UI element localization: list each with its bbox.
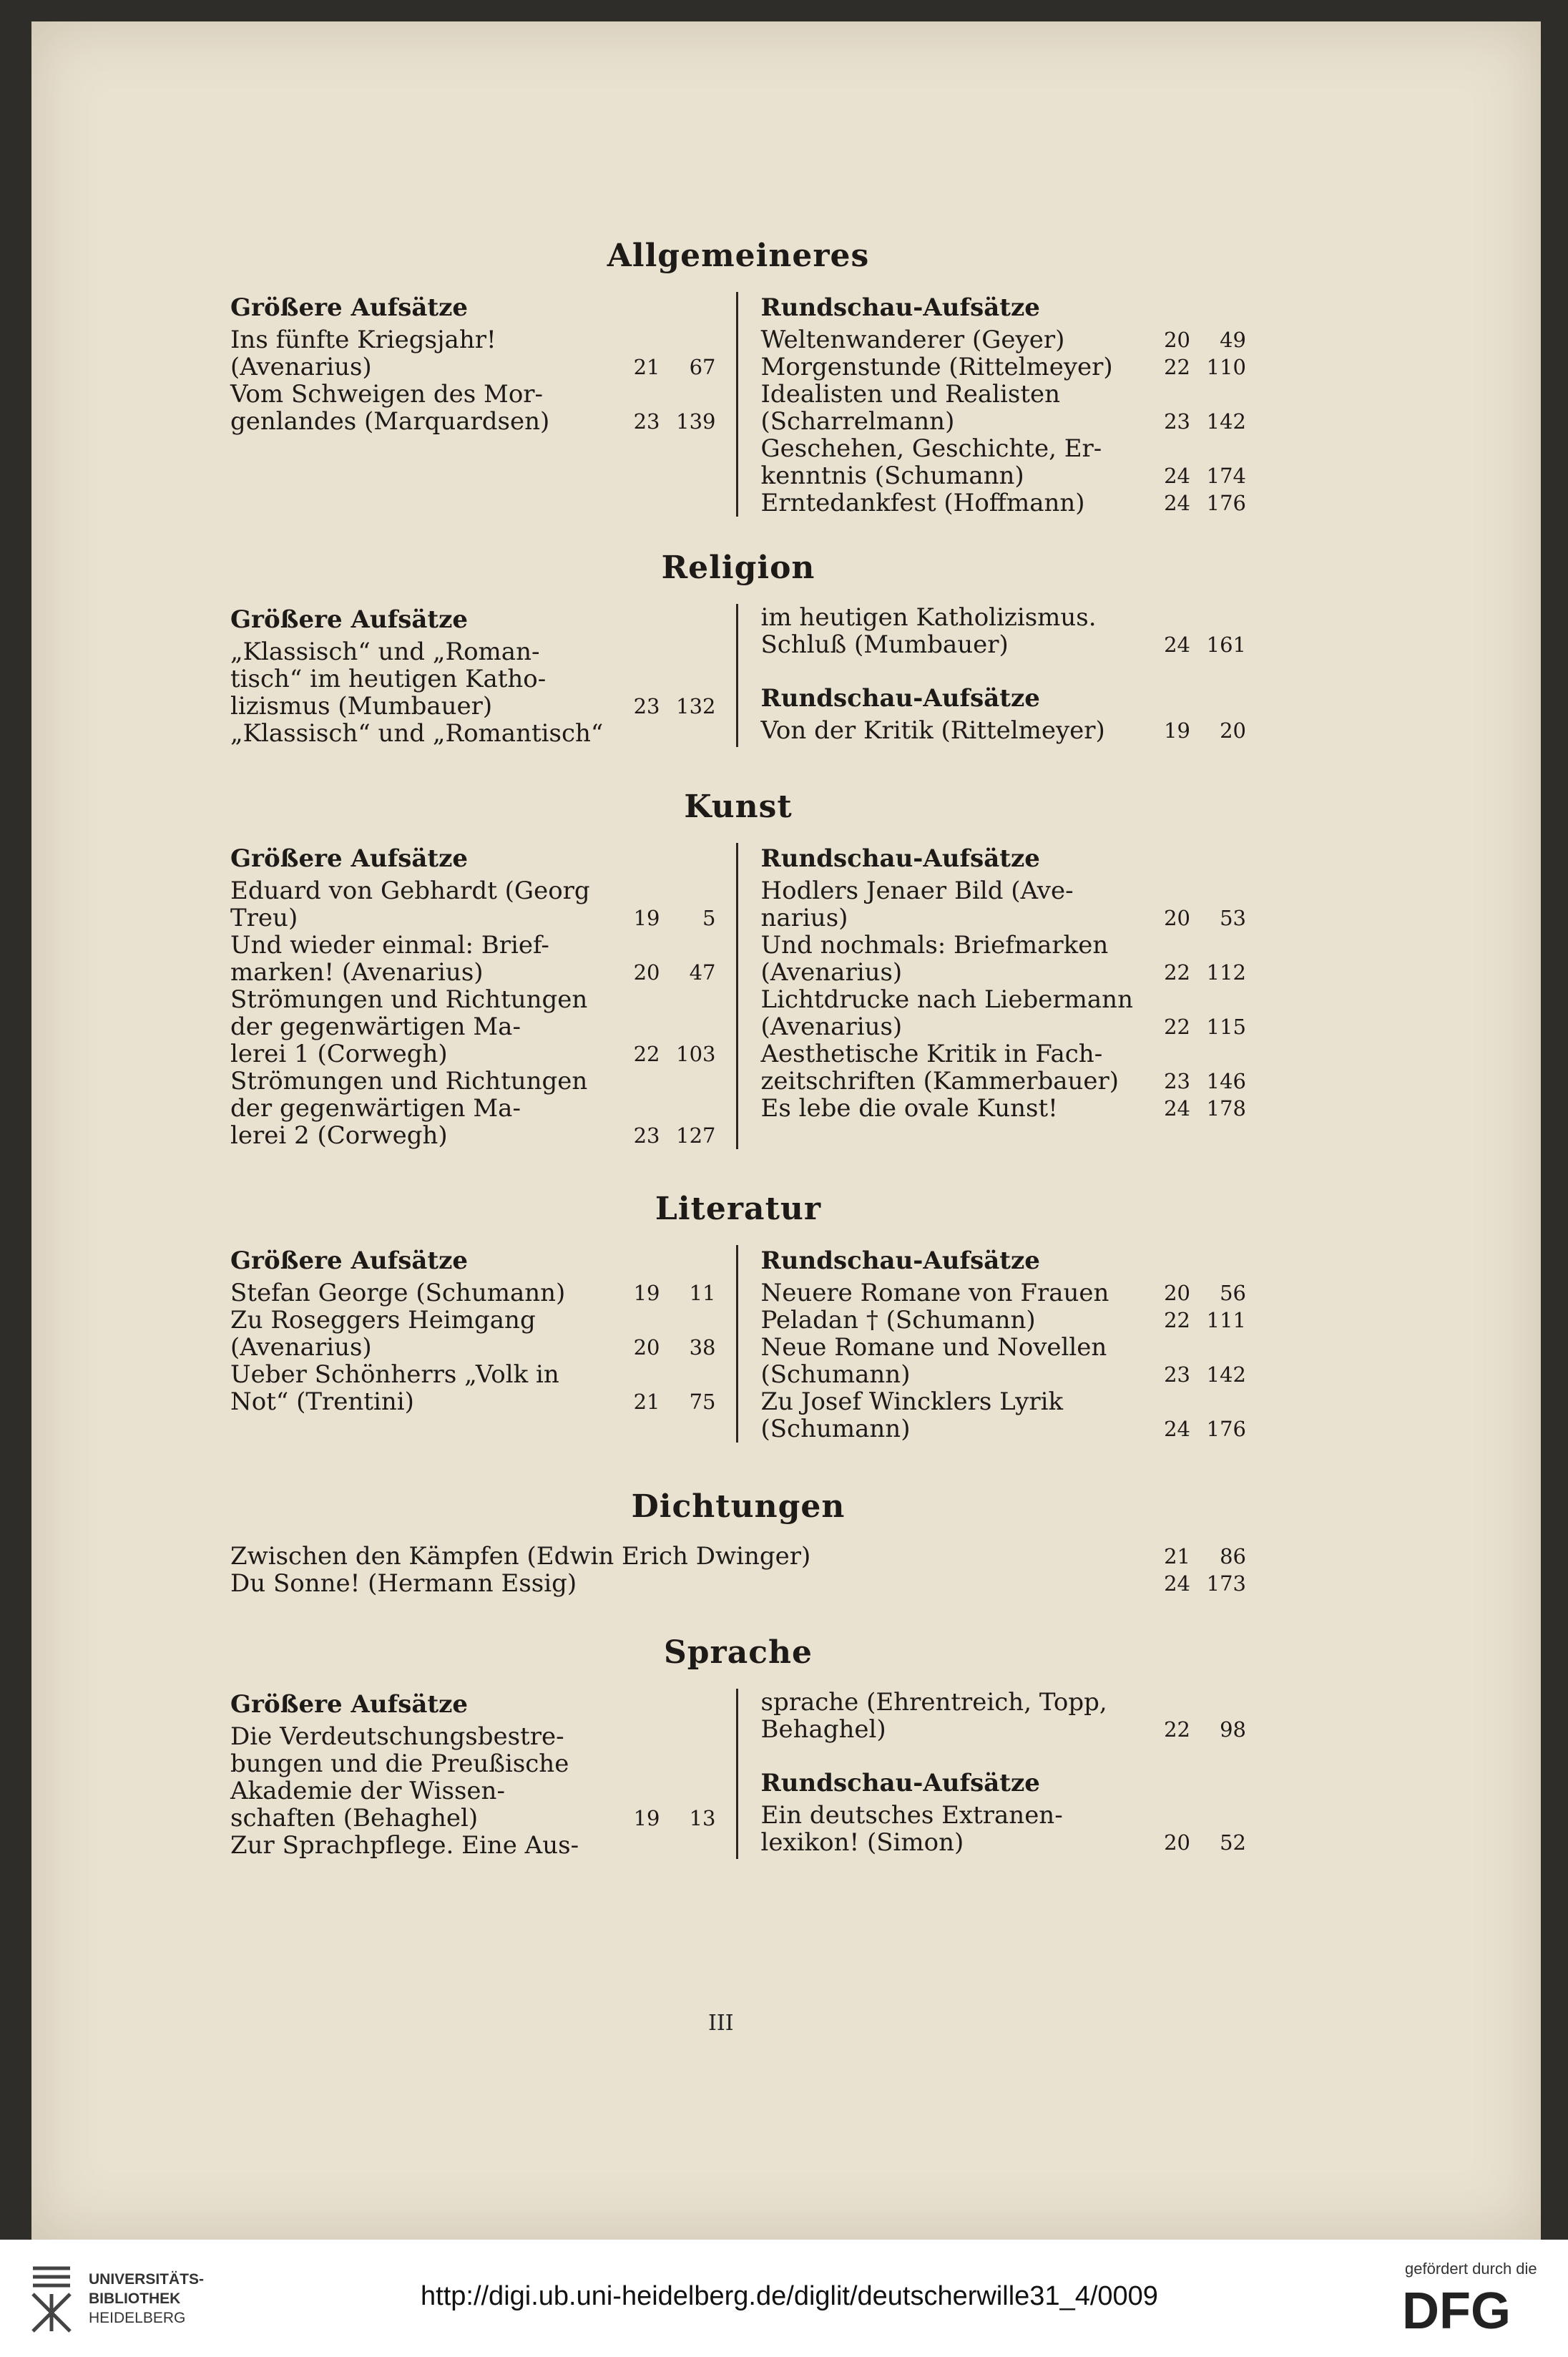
entry-title: Stefan George (Schumann) xyxy=(230,1279,566,1307)
two-column-list xyxy=(230,1689,1246,1859)
entry-volume: 23 xyxy=(633,409,660,434)
library-line-1: UNIVERSITÄTS- xyxy=(89,2271,205,2288)
index-entry xyxy=(761,717,1247,744)
entry-title: Zu Roseggers Heimgang (Avenarius) xyxy=(230,1306,536,1362)
entry-volume: 19 xyxy=(633,906,660,930)
index-entry xyxy=(761,932,1247,986)
entry-page: 142 xyxy=(1206,1362,1246,1387)
entry-title: Und nochmals: Briefmarken (Avenarius) xyxy=(760,931,1109,987)
index-section xyxy=(230,548,1246,747)
index-entry xyxy=(230,1361,716,1415)
funded-by-label: gefördert durch die xyxy=(1405,2260,1537,2278)
entry-volume: 20 xyxy=(1164,906,1190,930)
entry-volume: 22 xyxy=(1164,355,1190,379)
index-entry xyxy=(230,720,716,747)
left-column xyxy=(230,843,730,1149)
index-entry xyxy=(761,353,1247,381)
entry-volume: 19 xyxy=(1164,718,1190,743)
viewer-footer xyxy=(0,2240,1568,2357)
index-entry xyxy=(761,326,1247,353)
section-title: Dichtungen xyxy=(631,1488,846,1525)
entry-volume: 20 xyxy=(1164,1281,1190,1305)
entry-page: 5 xyxy=(702,906,716,930)
entry-title: Strömungen und Richtungen der gegenwärtigen Ma- lerei 2 (Corwegh) xyxy=(230,1067,588,1150)
index-entry xyxy=(230,638,716,720)
subsection-heading: Rundschau-Aufsätze xyxy=(760,293,1040,322)
two-column-list xyxy=(230,1245,1246,1443)
index-entry xyxy=(230,326,716,381)
section-title: Kunst xyxy=(684,789,793,825)
spacer xyxy=(761,658,1247,683)
right-column xyxy=(736,292,1247,517)
entry-title: Ein deutsches Extranen- lexikon! (Simon) xyxy=(760,1801,1063,1857)
two-column-list xyxy=(230,292,1246,517)
entry-title: Hodlers Jenaer Bild (Ave- narius) xyxy=(760,877,1074,932)
continued-entry xyxy=(761,1689,1247,1743)
section-title: Sprache xyxy=(663,1634,813,1671)
entry-title: Idealisten und Realisten (Scharrelmann) xyxy=(760,380,1061,436)
entry-volume: 22 xyxy=(633,1042,660,1066)
entry-volume: 23 xyxy=(633,694,660,718)
index-entry xyxy=(761,435,1247,489)
entry-volume: 19 xyxy=(633,1281,660,1305)
left-column xyxy=(230,1245,730,1443)
entry-title: Und wieder einmal: Brief- marken! (Avenarius) xyxy=(230,931,549,987)
entry-title: im heutigen Katholizismus. Schluß (Mumbauer) xyxy=(760,603,1097,659)
right-column xyxy=(736,843,1247,1149)
entry-title: Lichtdrucke nach Liebermann (Avenarius) xyxy=(760,985,1133,1041)
entry-volume: 22 xyxy=(1164,1308,1190,1332)
entry-volume: 24 xyxy=(1164,491,1190,515)
entry-volume: 23 xyxy=(1164,1362,1190,1387)
entry-title: Zur Sprachpflege. Eine Aus- xyxy=(230,1831,579,1860)
index-entry xyxy=(761,381,1247,435)
entry-title: Aesthetische Kritik in Fach- zeitschriften (Kammerbauer) xyxy=(760,1040,1119,1095)
spacer xyxy=(761,1743,1247,1767)
index-section xyxy=(230,1189,1246,1443)
entry-page: 49 xyxy=(1220,328,1246,352)
entry-volume: 21 xyxy=(1164,1544,1190,1568)
continued-entry xyxy=(761,604,1247,658)
entry-title: Morgenstunde (Rittelmeyer) xyxy=(760,353,1113,381)
two-column-list xyxy=(230,843,1246,1149)
entry-title: Es lebe die ovale Kunst! xyxy=(760,1094,1058,1123)
entry-page: 38 xyxy=(689,1335,716,1360)
entry-page: 13 xyxy=(689,1806,716,1830)
entry-page: 176 xyxy=(1206,1417,1246,1441)
subsection-heading: Rundschau-Aufsätze xyxy=(760,1246,1040,1275)
entry-volume: 24 xyxy=(1164,1571,1190,1596)
entry-volume: 20 xyxy=(1164,1830,1190,1855)
entry-volume: 23 xyxy=(633,1123,660,1148)
entry-volume: 24 xyxy=(1164,1096,1190,1121)
subsection-heading: Größere Aufsätze xyxy=(230,293,469,322)
entry-page: 176 xyxy=(1206,491,1246,515)
entry-volume: 22 xyxy=(1164,960,1190,985)
entry-title: Neuere Romane von Frauen xyxy=(760,1279,1109,1307)
page-number: III xyxy=(708,2011,734,2036)
entry-page: 67 xyxy=(689,355,716,379)
entry-page: 132 xyxy=(676,694,716,718)
two-column-list xyxy=(230,604,1246,747)
index-entry xyxy=(230,1279,716,1307)
index-entry xyxy=(230,1068,716,1149)
entry-title: Peladan † (Schumann) xyxy=(760,1306,1036,1334)
entry-title: Ins fünfte Kriegsjahr! (Avenarius) xyxy=(230,326,496,381)
subsection-heading: Größere Aufsätze xyxy=(230,605,469,634)
section-title: Allgemeineres xyxy=(607,238,870,274)
entry-page: 56 xyxy=(1220,1281,1246,1305)
entry-page: 111 xyxy=(1206,1308,1246,1332)
index-entry xyxy=(761,1307,1247,1334)
entry-page: 161 xyxy=(1206,633,1246,657)
entry-page: 146 xyxy=(1206,1069,1246,1093)
entry-volume: 24 xyxy=(1164,1417,1190,1441)
entry-volume: 22 xyxy=(1164,1717,1190,1742)
right-column xyxy=(736,1245,1247,1443)
entry-title: Zwischen den Kämpfen (Edwin Erich Dwinger) xyxy=(230,1542,811,1571)
entry-page: 173 xyxy=(1206,1571,1246,1596)
index-entry xyxy=(230,986,716,1068)
entry-title: Neue Romane und Novellen (Schumann) xyxy=(760,1333,1107,1389)
entry-page: 53 xyxy=(1220,906,1246,930)
index-entry xyxy=(230,1723,716,1832)
index-entry xyxy=(230,1307,716,1361)
section-title: Religion xyxy=(661,550,815,586)
left-column xyxy=(230,292,730,517)
index-entry xyxy=(761,877,1247,932)
entry-page: 142 xyxy=(1206,409,1246,434)
entry-volume: 20 xyxy=(633,1335,660,1360)
entry-title: Strömungen und Richtungen der gegenwärtigen Ma- lerei 1 (Corwegh) xyxy=(230,985,588,1068)
index-entry xyxy=(761,489,1247,517)
entry-page: 112 xyxy=(1206,960,1246,985)
index-entry xyxy=(761,1095,1247,1122)
entry-volume: 23 xyxy=(1164,1069,1190,1093)
entry-volume: 21 xyxy=(633,355,660,379)
entry-page: 110 xyxy=(1206,355,1246,379)
index-entry xyxy=(761,986,1247,1040)
entry-title: Eduard von Gebhardt (Georg Treu) xyxy=(230,877,590,932)
entry-title: Die Verdeutschungsbestre- bungen und die Preußische Akademie der Wissen- schaften (Behaghel) xyxy=(230,1722,569,1833)
entry-page: 178 xyxy=(1206,1096,1246,1121)
index-entry xyxy=(230,1570,1246,1597)
subsection-heading: Größere Aufsätze xyxy=(230,1690,469,1719)
left-column xyxy=(230,1689,730,1859)
entry-title: Geschehen, Geschichte, Er- kenntnis (Schumann) xyxy=(760,434,1102,490)
entry-title: Von der Kritik (Rittelmeyer) xyxy=(760,716,1105,745)
entry-title: „Klassisch“ und „Romantisch“ xyxy=(230,719,604,748)
left-column xyxy=(230,604,730,747)
entry-page: 127 xyxy=(676,1123,716,1148)
entry-page: 98 xyxy=(1220,1717,1246,1742)
dfg-logo xyxy=(1402,2284,1545,2334)
index-entry xyxy=(761,1040,1247,1095)
entry-volume: 24 xyxy=(1164,464,1190,488)
library-line-3: HEIDELBERG xyxy=(89,2310,186,2326)
index-entry xyxy=(761,1802,1247,1856)
entry-title: Zu Josef Wincklers Lyrik (Schumann) xyxy=(760,1387,1064,1443)
entry-title: Erntedankfest (Hoffmann) xyxy=(760,489,1085,517)
entry-page: 103 xyxy=(676,1042,716,1066)
right-column xyxy=(736,604,1247,747)
index-entry xyxy=(230,877,716,932)
index-section xyxy=(230,1633,1246,1859)
index-content xyxy=(230,236,1246,1859)
subsection-heading: Größere Aufsätze xyxy=(230,844,469,873)
entry-volume: 23 xyxy=(1164,409,1190,434)
entry-page: 75 xyxy=(689,1390,716,1414)
dfg-logo-text: DFG xyxy=(1402,2284,1511,2334)
entry-volume: 24 xyxy=(1164,633,1190,657)
entry-title: sprache (Ehrentreich, Topp, Behaghel) xyxy=(760,1688,1107,1744)
section-title: Literatur xyxy=(655,1191,822,1227)
entry-page: 139 xyxy=(676,409,716,434)
index-entry xyxy=(761,1279,1247,1307)
library-name xyxy=(89,2270,204,2328)
index-entry xyxy=(230,932,716,986)
index-entry xyxy=(761,1334,1247,1388)
university-seal-icon xyxy=(26,2261,77,2336)
entry-title: Ueber Schönherrs „Volk in Not“ (Trentini) xyxy=(230,1360,559,1416)
index-section xyxy=(230,1487,1246,1597)
subsection-heading: Rundschau-Aufsätze xyxy=(760,844,1040,873)
permalink-url[interactable]: http://digi.ub.uni-heidelberg.de/diglit/deutscherwille31_4/0009 xyxy=(421,2281,1158,2311)
entry-page: 47 xyxy=(689,960,716,985)
subsection-heading: Rundschau-Aufsätze xyxy=(760,1769,1040,1797)
entry-volume: 20 xyxy=(633,960,660,985)
entry-page: 11 xyxy=(689,1281,716,1305)
entry-volume: 21 xyxy=(633,1390,660,1414)
subsection-heading: Größere Aufsätze xyxy=(230,1246,469,1275)
subsection-heading: Rundschau-Aufsätze xyxy=(760,684,1040,713)
library-line-2: BIBLIOTHEK xyxy=(89,2290,181,2307)
entry-title: Du Sonne! (Hermann Essig) xyxy=(230,1569,577,1598)
scanned-page xyxy=(31,21,1541,2240)
entry-volume: 20 xyxy=(1164,328,1190,352)
entry-title: Weltenwanderer (Geyer) xyxy=(760,326,1065,354)
index-entry xyxy=(230,1832,716,1859)
entry-page: 174 xyxy=(1206,464,1246,488)
entry-volume: 19 xyxy=(633,1806,660,1830)
entry-page: 20 xyxy=(1220,718,1246,743)
entry-page: 115 xyxy=(1206,1015,1246,1039)
entry-page: 52 xyxy=(1220,1830,1246,1855)
index-section xyxy=(230,787,1246,1149)
entry-title: „Klassisch“ und „Roman- tisch“ im heutigen Katho- lizismus (Mumbauer) xyxy=(230,638,547,721)
right-column xyxy=(736,1689,1247,1859)
entry-title: Vom Schweigen des Mor- genlandes (Marquardsen) xyxy=(230,380,550,436)
entry-volume: 22 xyxy=(1164,1015,1190,1039)
entry-page: 86 xyxy=(1220,1544,1246,1568)
index-entry xyxy=(230,1543,1246,1570)
index-entry xyxy=(761,1388,1247,1443)
index-section xyxy=(230,236,1246,517)
full-width-list xyxy=(230,1543,1246,1597)
index-entry xyxy=(230,381,716,435)
